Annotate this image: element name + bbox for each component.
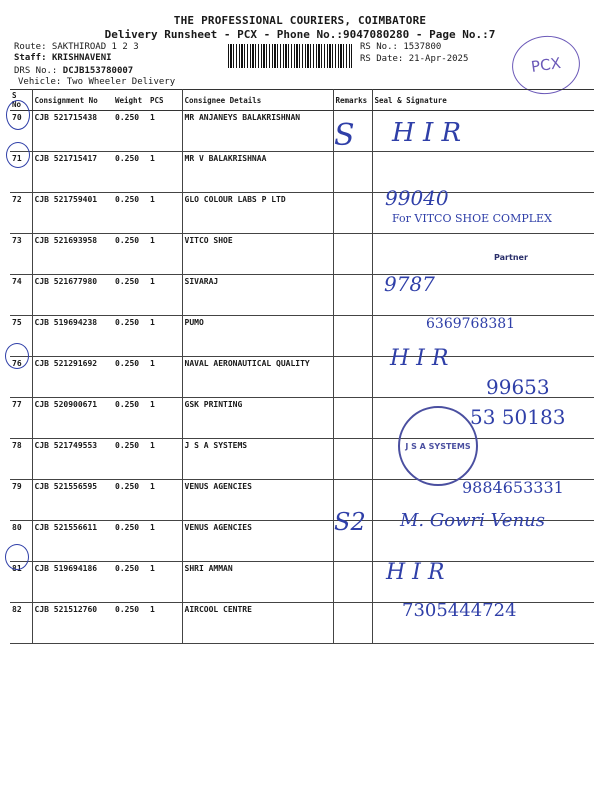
row-pcs: 1 [148,398,182,439]
row-weight: 0.250 [113,521,148,562]
row-remarks [333,439,372,480]
col-sno: S No [10,90,32,111]
signature-81: H I R [386,560,445,585]
signature-79: 9884653331 [462,478,564,497]
row-consignment: CJB 520900671 [32,398,113,439]
signature-76: H I R [390,346,449,371]
row-consignment: CJB 521759401 [32,193,113,234]
col-consignee: Consignee Details [182,90,333,111]
signature-74: 9787 [384,272,435,296]
signature-78: 53 50183 [470,405,566,429]
row-consignee: SHRI AMMAN [182,562,333,603]
row-pcs: 1 [148,603,182,644]
remark-s2-70: S [334,118,355,153]
row-sno: 76 [10,357,32,398]
drs-line [14,66,133,76]
table-header-row [10,90,594,111]
row-consignee: NAVAL AERONAUTICAL QUALITY [182,357,333,398]
row-remarks [333,316,372,357]
signature-70: H I R [392,118,462,148]
row-sno: 71 [10,152,32,193]
row-weight: 0.250 [113,439,148,480]
staff-name: KRISHNAVENI [51,53,112,63]
staff-line [14,53,112,63]
table-row [10,152,594,193]
row-pcs: 1 [148,357,182,398]
row-pcs: 1 [148,275,182,316]
row-consignment: CJB 521693958 [32,234,113,275]
signature-75: 6369768381 [426,316,516,332]
row-sno: 75 [10,316,32,357]
row-consignee: SIVARAJ [182,275,333,316]
row-pcs: 1 [148,193,182,234]
table-row [10,439,594,480]
row-remarks [333,275,372,316]
sno-circle-70 [6,100,30,130]
table-row [10,111,594,152]
row-pcs: 1 [148,439,182,480]
col-pcs: PCS [148,90,182,111]
row-weight: 0.250 [113,398,148,439]
col-consignment: Consignment No [32,90,113,111]
row-weight: 0.250 [113,275,148,316]
signature-82: 7305444724 [402,600,517,621]
row-consignee: J S A SYSTEMS [182,439,333,480]
row-remarks [333,562,372,603]
row-pcs: 1 [148,521,182,562]
row-consignment: CJB 521715417 [32,152,113,193]
row-consignment: CJB 519694186 [32,562,113,603]
row-consignee: VENUS AGENCIES [182,521,333,562]
row-weight: 0.250 [113,603,148,644]
row-remarks [333,398,372,439]
row-weight: 0.250 [113,357,148,398]
row-remarks [333,357,372,398]
row-sno: 80 [10,521,32,562]
staff-label: Staff: [14,53,52,63]
row-weight: 0.250 [113,193,148,234]
row-sno: 78 [10,439,32,480]
row-consignment: CJB 521556611 [32,521,113,562]
row-consignment: CJB 521512760 [32,603,113,644]
remark-s2-80: S2 [334,508,366,536]
row-sno: 70 [10,111,32,152]
rs-date: RS Date: 21-Apr-2025 [360,54,469,64]
row-signature [372,234,594,275]
row-sno: 81 [10,562,32,603]
col-weight: Weight [113,90,148,111]
row-consignment: CJB 519694238 [32,316,113,357]
runsheet-subtitle: Delivery Runsheet - PCX - Phone No.:9047080280 - Page No.:7 [104,28,496,41]
row-sno: 72 [10,193,32,234]
row-pcs: 1 [148,316,182,357]
row-pcs: 1 [148,480,182,521]
pcx-stamp: PCX [508,32,583,99]
signature-72: 99040 [385,186,449,210]
row-weight: 0.250 [113,152,148,193]
row-consignment: CJB 521749553 [32,439,113,480]
drs-number: DCJB153780007 [62,66,134,76]
row-consignment: CJB 521556595 [32,480,113,521]
row-remarks [333,152,372,193]
col-seal-signature: Seal & Signature [372,90,594,111]
sno-circle-71 [6,142,30,168]
row-consignment: CJB 521677980 [32,275,113,316]
row-pcs: 1 [148,152,182,193]
route-text: Route: SAKTHIROAD 1 2 3 [14,42,139,52]
table-row [10,562,594,603]
row-sno: 79 [10,480,32,521]
row-pcs: 1 [148,111,182,152]
signature-80: M. Gowri Venus [400,510,546,531]
row-remarks [333,193,372,234]
row-weight: 0.250 [113,562,148,603]
signature-77: 99653 [486,375,550,399]
jsa-company-seal: J S A SYSTEMS [398,406,478,486]
row-consignee: MR ANJANEYS BALAKRISHNAN [182,111,333,152]
barcode [228,44,352,68]
row-consignee: GSK PRINTING [182,398,333,439]
rs-number: RS No.: 1537800 [360,42,442,52]
row-pcs: 1 [148,562,182,603]
vitco-seal: For VITCO SHOE COMPLEX [392,212,552,225]
drs-label: DRS No.: [14,66,63,76]
row-weight: 0.250 [113,316,148,357]
row-sno: 74 [10,275,32,316]
row-sno: 77 [10,398,32,439]
row-consignee: AIRCOOL CENTRE [182,603,333,644]
row-consignment: CJB 521715438 [32,111,113,152]
row-pcs: 1 [148,234,182,275]
vehicle-text: Vehicle: Two Wheeler Delivery [18,77,176,87]
row-consignee: VITCO SHOE [182,234,333,275]
row-weight: 0.250 [113,111,148,152]
row-weight: 0.250 [113,480,148,521]
row-consignee: PUMO [182,316,333,357]
row-consignee: MR V BALAKRISHNAA [182,152,333,193]
sno-circle-76 [5,343,29,369]
sno-circle-81 [5,544,29,570]
row-remarks [333,603,372,644]
row-sno: 73 [10,234,32,275]
row-consignee: GLO COLOUR LABS P LTD [182,193,333,234]
row-consignee: VENUS AGENCIES [182,480,333,521]
row-remarks [333,234,372,275]
row-sno: 82 [10,603,32,644]
company-title: THE PROFESSIONAL COURIERS, COIMBATORE [173,14,427,27]
runsheet-table [10,89,594,644]
partner-label: Partner [494,253,528,262]
row-consignment: CJB 521291692 [32,357,113,398]
col-remarks: Remarks [333,90,372,111]
table-row [10,275,594,316]
row-weight: 0.250 [113,234,148,275]
